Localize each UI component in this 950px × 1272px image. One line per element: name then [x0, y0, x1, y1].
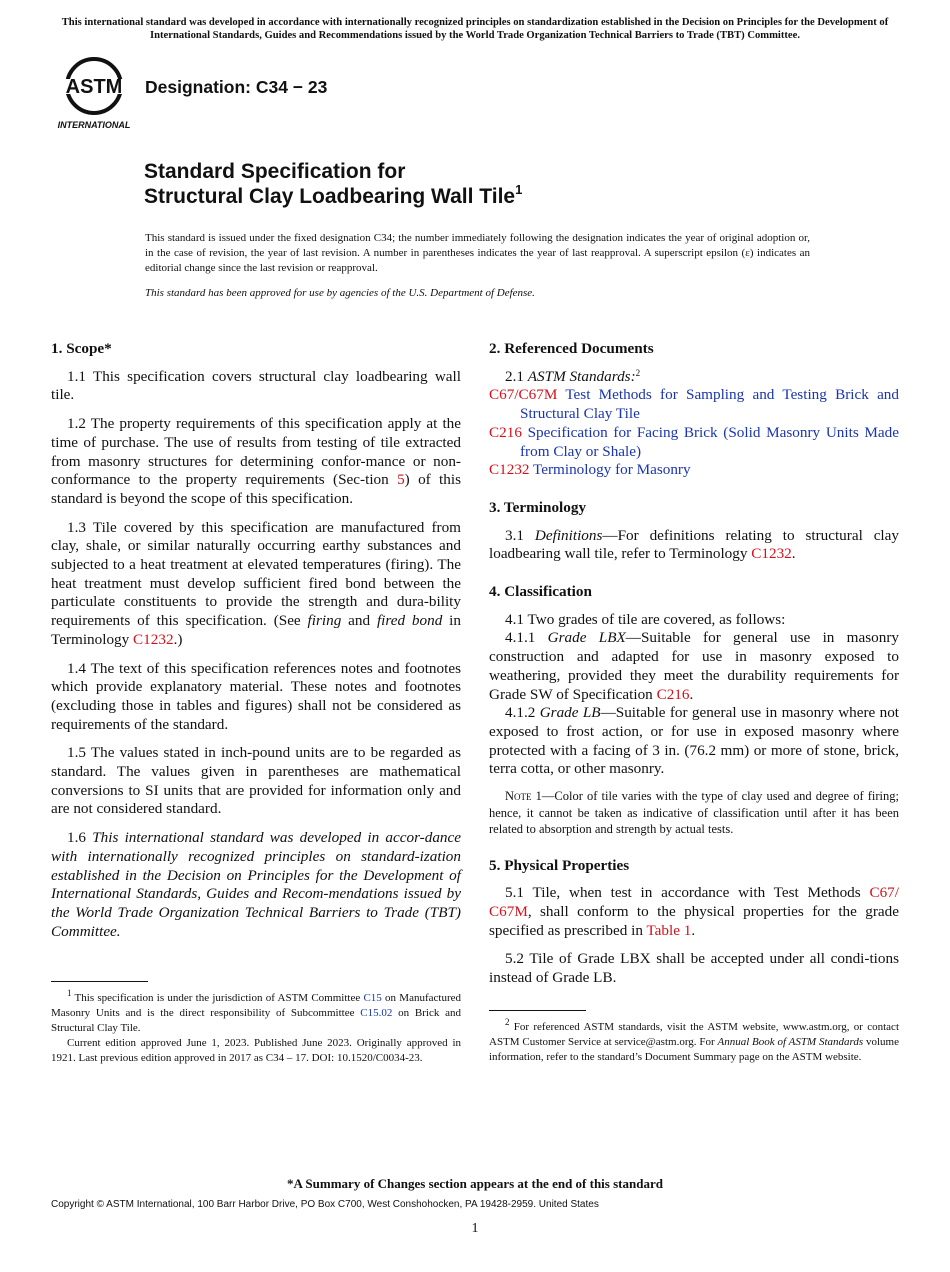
para-4-1-1: 4.1.1 Grade LBX—Suitable for general use in masonry construction and adapted for use in masonry exposed to weathering, provided they meet the durability requirements for Grade SW of Specification C216.	[489, 629, 899, 703]
note-1: Note 1—Color of tile varies with the type of clay used and degree of firing; hence, it cannot be taken as indicative of classification until after it has been related to absorption and strength by actual tests.	[489, 789, 899, 837]
para-5-2: 5.2 Tile of Grade LBX shall be accepted under all condi-tions instead of Grade LB.	[489, 950, 899, 987]
footnote-rule-left	[51, 981, 148, 982]
copyright: Copyright © ASTM International, 100 Barr Harbor Drive, PO Box C700, West Conshohocken, PA 19428-2959. United States	[51, 1199, 599, 1210]
ref-item-c1232[interactable]: C1232 Terminology for Masonry	[489, 461, 691, 479]
footnote-2: $^2$ For referenced ASTM standards, visit the ASTM website, www.astm.org, or contact ASTM Customer Service at service@astm.org. For Annual Book of ASTM Standards volume information, refer to the standard’s Document Summary page on the ASTM website.	[489, 1017, 899, 1063]
c15-link[interactable]: C15	[363, 992, 382, 1004]
para-1-5: 1.5 The values stated in inch-pound units are to be regarded as standard. The values given in parentheses are mathematical conversions to SI units that are provided for information only and are not considered standard.	[51, 744, 461, 818]
scope-heading: 1. Scope*	[51, 340, 112, 357]
para-3-1: 3.1 Definitions—For definitions relating to structural clay loadbearing wall tile, refer to Terminology C1232.	[489, 526, 899, 563]
c1232-link[interactable]: C1232	[133, 630, 174, 648]
preface-issue-note: This standard is issued under the fixed designation C34; the number immediately following the designation indicates the year of original adoption or, in the case of revision, the year of last revision. A number in parentheses indicates the year of last reapproval. A superscript epsilon (ε) indicates an editorial change since the last revision or reapproval.	[145, 232, 810, 274]
terminology-heading: 3. Terminology	[489, 498, 587, 516]
document-title	[144, 159, 522, 209]
para-5-1: 5.1 Tile, when test in accordance with Test Methods C67/ C67M, shall conform to the physical properties for the grade specified as prescribed in Table 1.	[489, 884, 899, 939]
preface	[145, 231, 810, 311]
designation: Designation: C34 − 23	[145, 77, 328, 97]
c216-link[interactable]: C216	[656, 685, 690, 703]
para-1-4: 1.4 The text of this specification references notes and footnotes which provide explanatory material. These notes and footnotes (excluding those in tables and figures) shall not be considered as requirements of the standard.	[51, 659, 461, 733]
title-footnote-mark[interactable]: 1	[515, 182, 523, 197]
page-number: 1	[471, 1221, 479, 1236]
classification-heading: 4. Classification	[489, 583, 592, 601]
summary-of-changes-note: *A Summary of Changes section appears at the end of this standard	[287, 1176, 663, 1191]
para-1-6: 1.6 This international standard was developed in accor-dance with internationally recognized principles on standard-ization established in the Decision on Principles for the Development of International Standards, Guides and Recom-mendations issued by the World Trade Organization Technical Barriers to Trade (TBT) Committee.	[51, 829, 462, 940]
terminology-c1232-link[interactable]: C1232	[751, 545, 792, 563]
c67-link[interactable]: C67/ C67M	[489, 884, 899, 920]
ref-item-c216[interactable]: C216 Specification for Facing Brick (Solid Masonry Units Made from Clay or Shale)	[489, 423, 899, 460]
ref-item-c67[interactable]: C67/C67M Test Methods for Sampling and Testing Brick and Structural Clay Tile	[489, 386, 899, 423]
footnote-1: $^1$ This specification is under the jurisdiction of ASTM Committee C15 on Manufactured Masonry Units and is the direct responsibility of Subcommittee C15.02 on Brick and Structural Clay Tile. Current edition approved June 1, 2023. Published June 2023. Originally approved in 1921. Last previous edition approved in 2017 as C34 – 17. DOI: 10.1520/C0034-23.	[51, 988, 461, 1064]
title-line-2: Structural Clay Loadbearing Wall Tile	[144, 185, 516, 208]
logo-subtext: INTERNATIONAL	[57, 120, 131, 130]
para-4-1-2: 4.1.2 Grade LB—Suitable for general use in masonry where not exposed to frost action, or for use in exposed masonry where protected with a facing of 3 in. (76.2 mm) or more of stone, brick, terra cotta, or other masonry.	[489, 704, 900, 778]
referenced-heading: 2. Referenced Documents	[489, 340, 654, 357]
para-1-2: 1.2 The property requirements of this specification apply at the time of purchase. The use of results from testing of tile extracted from masonry structures for determining confor-mance or non-conformance to the property requirements (Sec-tion 5) of this standard is beyond the scope of this specification.	[51, 415, 461, 507]
footnote-rule-right	[489, 1010, 586, 1011]
physical-heading: 5. Physical Properties	[489, 856, 630, 874]
footnote-1-edition: Current edition approved June 1, 2023. Published June 2023. Originally approved in 1921. Last previous edition approved in 2017 as C34 – 17. DOI: 10.1520/C0034-23.	[51, 1037, 461, 1064]
right-column	[489, 340, 899, 988]
tbt-notice: This international standard was developed in accordance with internationally recognized principles on standardization established in the Decision on Principles for the Development of International Standards, Guides and Recommendations issued by the World Trade Organization Technical Barriers to Trade (TBT) Committee.	[61, 17, 889, 41]
section-5-link[interactable]: 5	[397, 471, 405, 489]
c15-02-link[interactable]: C15.02	[360, 1007, 393, 1019]
para-2-1: 2.1 ASTM Standards:$^2$	[505, 367, 641, 385]
para-4-1: 4.1 Two grades of tile are covered, as follows:	[505, 610, 786, 628]
table-1-link[interactable]: Table 1	[646, 921, 692, 939]
para-1-1: 1.1 This specification covers structural clay loadbearing wall tile.	[51, 367, 461, 404]
astm-logo	[52, 56, 136, 132]
logo-text: ASTM	[65, 76, 123, 98]
preface-dod-note: This standard has been approved for use by agencies of the U.S. Department of Defense.	[145, 287, 535, 299]
left-column	[51, 340, 461, 941]
para-1-3: 1.3 Tile covered by this specification are manufactured from clay, shale, or similar naturally occurring earthy substances and subjected to a heat treatment at elevated temperatures (firing). The heat treatment must develop sufficient fired bond between the particulate constituents to provide the strength and dura-bility requirements of this specification. (See firing and fired bond in Terminology C1232.)	[51, 518, 461, 648]
title-line-1: Standard Specification for	[144, 160, 406, 183]
